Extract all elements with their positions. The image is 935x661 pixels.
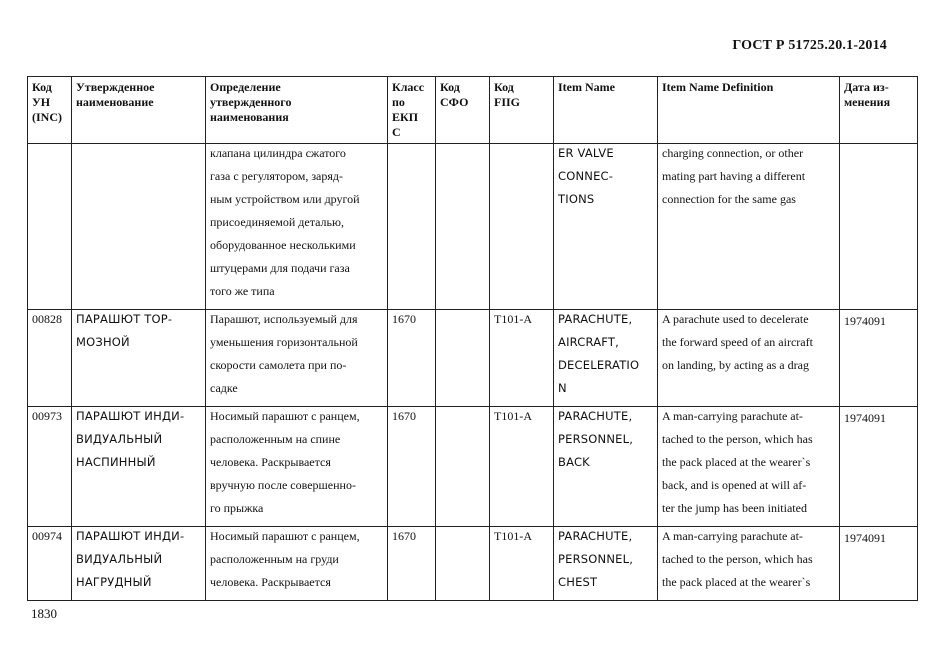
cell-fiig [490,144,554,310]
cell-line: charging connection, or other [662,146,804,160]
cell-value: 1670 [392,312,416,326]
document-standard-header: ГОСТ Р 51725.20.1-2014 [732,38,887,53]
cell-line: PARACHUTE, [558,529,633,543]
header-line: менения [844,95,891,109]
cell-line: A parachute used to decelerate [662,312,809,326]
cell-line: ER VALVE [558,146,614,160]
cell-value: 00974 [32,529,62,543]
cell-line: the pack placed at the wearer`s [662,575,811,589]
header-line: УН [32,95,51,109]
cell-approved-name [72,407,206,527]
table-row [28,310,918,407]
cell-line: on landing, by acting as a drag [662,358,809,372]
cell-definition [206,144,388,310]
header-line: СФО [440,95,469,109]
cell-approved-name [72,310,206,407]
cell-line: расположенным на спине [210,432,341,446]
cell-value [494,146,549,169]
cell-sfo [436,407,490,527]
cell-fiig [490,407,554,527]
cell-line: газа с регулятором, заряд- [210,169,344,183]
cell-line: mating part having a different [662,169,806,183]
cell-value [32,146,67,169]
cell-line: PARACHUTE, [558,312,633,326]
cell-line: присоединяемой деталью, [210,215,344,229]
header-line: Дата из- [844,80,889,94]
cell-line: tached to the person, which has [662,432,813,446]
column-header-definition [206,77,388,144]
cell-definition [206,407,388,527]
cell-line: штуцерами для подачи газа [210,261,350,275]
cell-value: T101-A [494,529,532,543]
cell-line: PERSONNEL, [558,432,634,446]
cell-line: ВИДУАЛЬНЫЙ [76,432,163,446]
header-line: по [392,95,405,109]
cell-class [388,310,436,407]
table-row [28,144,918,310]
cell-line: вручную после совершенно- [210,478,356,492]
cell-class [388,527,436,601]
cell-line: TIONS [558,192,595,206]
cell-date [840,144,918,310]
cell-value: 00828 [32,312,62,326]
header-line: утвержденного [210,95,292,109]
column-header-approved-name [72,77,206,144]
cell-value [440,146,485,169]
header-line: Код [440,80,460,94]
cell-line: Парашют, используемый для [210,312,358,326]
cell-line: го прыжка [210,501,264,515]
cell-line: AIRCRAFT, [558,335,619,349]
cell-line: ПАРАШЮТ ИНДИ- [76,409,185,423]
cell-approved-name [72,144,206,310]
header-line: Item Name Definition [662,80,774,94]
cell-line: A man-carrying parachute at- [662,529,803,543]
header-line: Класс [392,80,425,94]
table-row [28,527,918,601]
cell-value [440,312,485,335]
cell-value: T101-A [494,409,532,423]
cell-item-definition [658,144,840,310]
table-body [28,144,918,601]
cell-line: человека. Раскрывается [210,455,331,469]
cell-value: 1670 [392,409,416,423]
cell-line: НАГРУДНЫЙ [76,575,152,589]
column-header-item-name [554,77,658,144]
data-table [27,76,918,601]
cell-line: того же типа [210,284,275,298]
header-line: Код [32,80,52,94]
cell-line: PERSONNEL, [558,552,634,566]
column-header-class [388,77,436,144]
cell-item-name [554,144,658,310]
column-header-item-definition [658,77,840,144]
cell-sfo [436,310,490,407]
table-header-row [28,77,918,144]
cell-value: T101-A [494,312,532,326]
header-line: С [392,125,401,139]
cell-line: tached to the person, which has [662,552,813,566]
cell-code [28,310,72,407]
header-line: Утвержденное [76,80,155,94]
cell-value: 1670 [392,529,416,543]
cell-approved-name [72,527,206,601]
cell-line: ВИДУАЛЬНЫЙ [76,552,163,566]
table-row [28,407,918,527]
header-line: Item Name [558,80,615,94]
header-line: ЕКП [392,110,419,124]
cell-code [28,144,72,310]
cell-line: ным устройством или другой [210,192,360,206]
cell-line: расположенным на груди [210,552,339,566]
page-number: 1830 [31,606,57,621]
cell-line: человека. Раскрывается [210,575,331,589]
cell-definition [206,310,388,407]
header-line: наименование [76,95,154,109]
cell-line: уменьшения горизонтальной [210,335,358,349]
cell-value [440,529,485,552]
cell-line: садке [210,381,238,395]
cell-value: 00973 [32,409,62,423]
cell-value: 1974091 [844,314,886,328]
cell-line: Носимый парашют с ранцем, [210,529,360,543]
cell-line: ter the jump has been initiated [662,501,807,515]
cell-line: ПАРАШЮТ ТОР- [76,312,173,326]
cell-line: ПАРАШЮТ ИНДИ- [76,529,185,543]
cell-date [840,310,918,407]
cell-line: PARACHUTE, [558,409,633,423]
cell-fiig [490,310,554,407]
cell-definition [206,527,388,601]
cell-value: 1974091 [844,531,886,545]
cell-line: клапана цилиндра сжатого [210,146,346,160]
cell-date [840,527,918,601]
cell-class [388,407,436,527]
cell-item-name [554,310,658,407]
header-line: Определение [210,80,281,94]
column-header-sfo [436,77,490,144]
cell-fiig [490,527,554,601]
cell-line: DECELERATIO [558,358,640,372]
header-line: FIIG [494,95,521,109]
cell-line: N [558,381,567,395]
cell-line: скорости самолета при по- [210,358,347,372]
cell-item-definition [658,527,840,601]
cell-class [388,144,436,310]
header-line: Код [494,80,514,94]
cell-line: CONNEC- [558,169,614,183]
header-line: (INC) [32,110,62,124]
cell-line: CHEST [558,575,598,589]
cell-item-name [554,407,658,527]
cell-line: A man-carrying parachute at- [662,409,803,423]
cell-line: back, and is opened at will af- [662,478,807,492]
column-header-fiig [490,77,554,144]
cell-code [28,527,72,601]
cell-date [840,407,918,527]
cell-sfo [436,527,490,601]
cell-code [28,407,72,527]
cell-value [440,409,485,432]
cell-value: 1974091 [844,411,886,425]
column-header-inc [28,77,72,144]
cell-item-definition [658,407,840,527]
cell-line: МОЗНОЙ [76,335,130,349]
cell-sfo [436,144,490,310]
cell-line: the pack placed at the wearer`s [662,455,811,469]
cell-line: connection for the same gas [662,192,796,206]
cell-line: оборудованное несколькими [210,238,356,252]
cell-line: BACK [558,455,590,469]
header-line: наименования [210,110,289,124]
column-header-change-date [840,77,918,144]
cell-line: Носимый парашют с ранцем, [210,409,360,423]
cell-item-definition [658,310,840,407]
cell-line: НАСПИННЫЙ [76,455,156,469]
cell-value [392,146,431,169]
cell-item-name [554,527,658,601]
cell-line: the forward speed of an aircraft [662,335,813,349]
